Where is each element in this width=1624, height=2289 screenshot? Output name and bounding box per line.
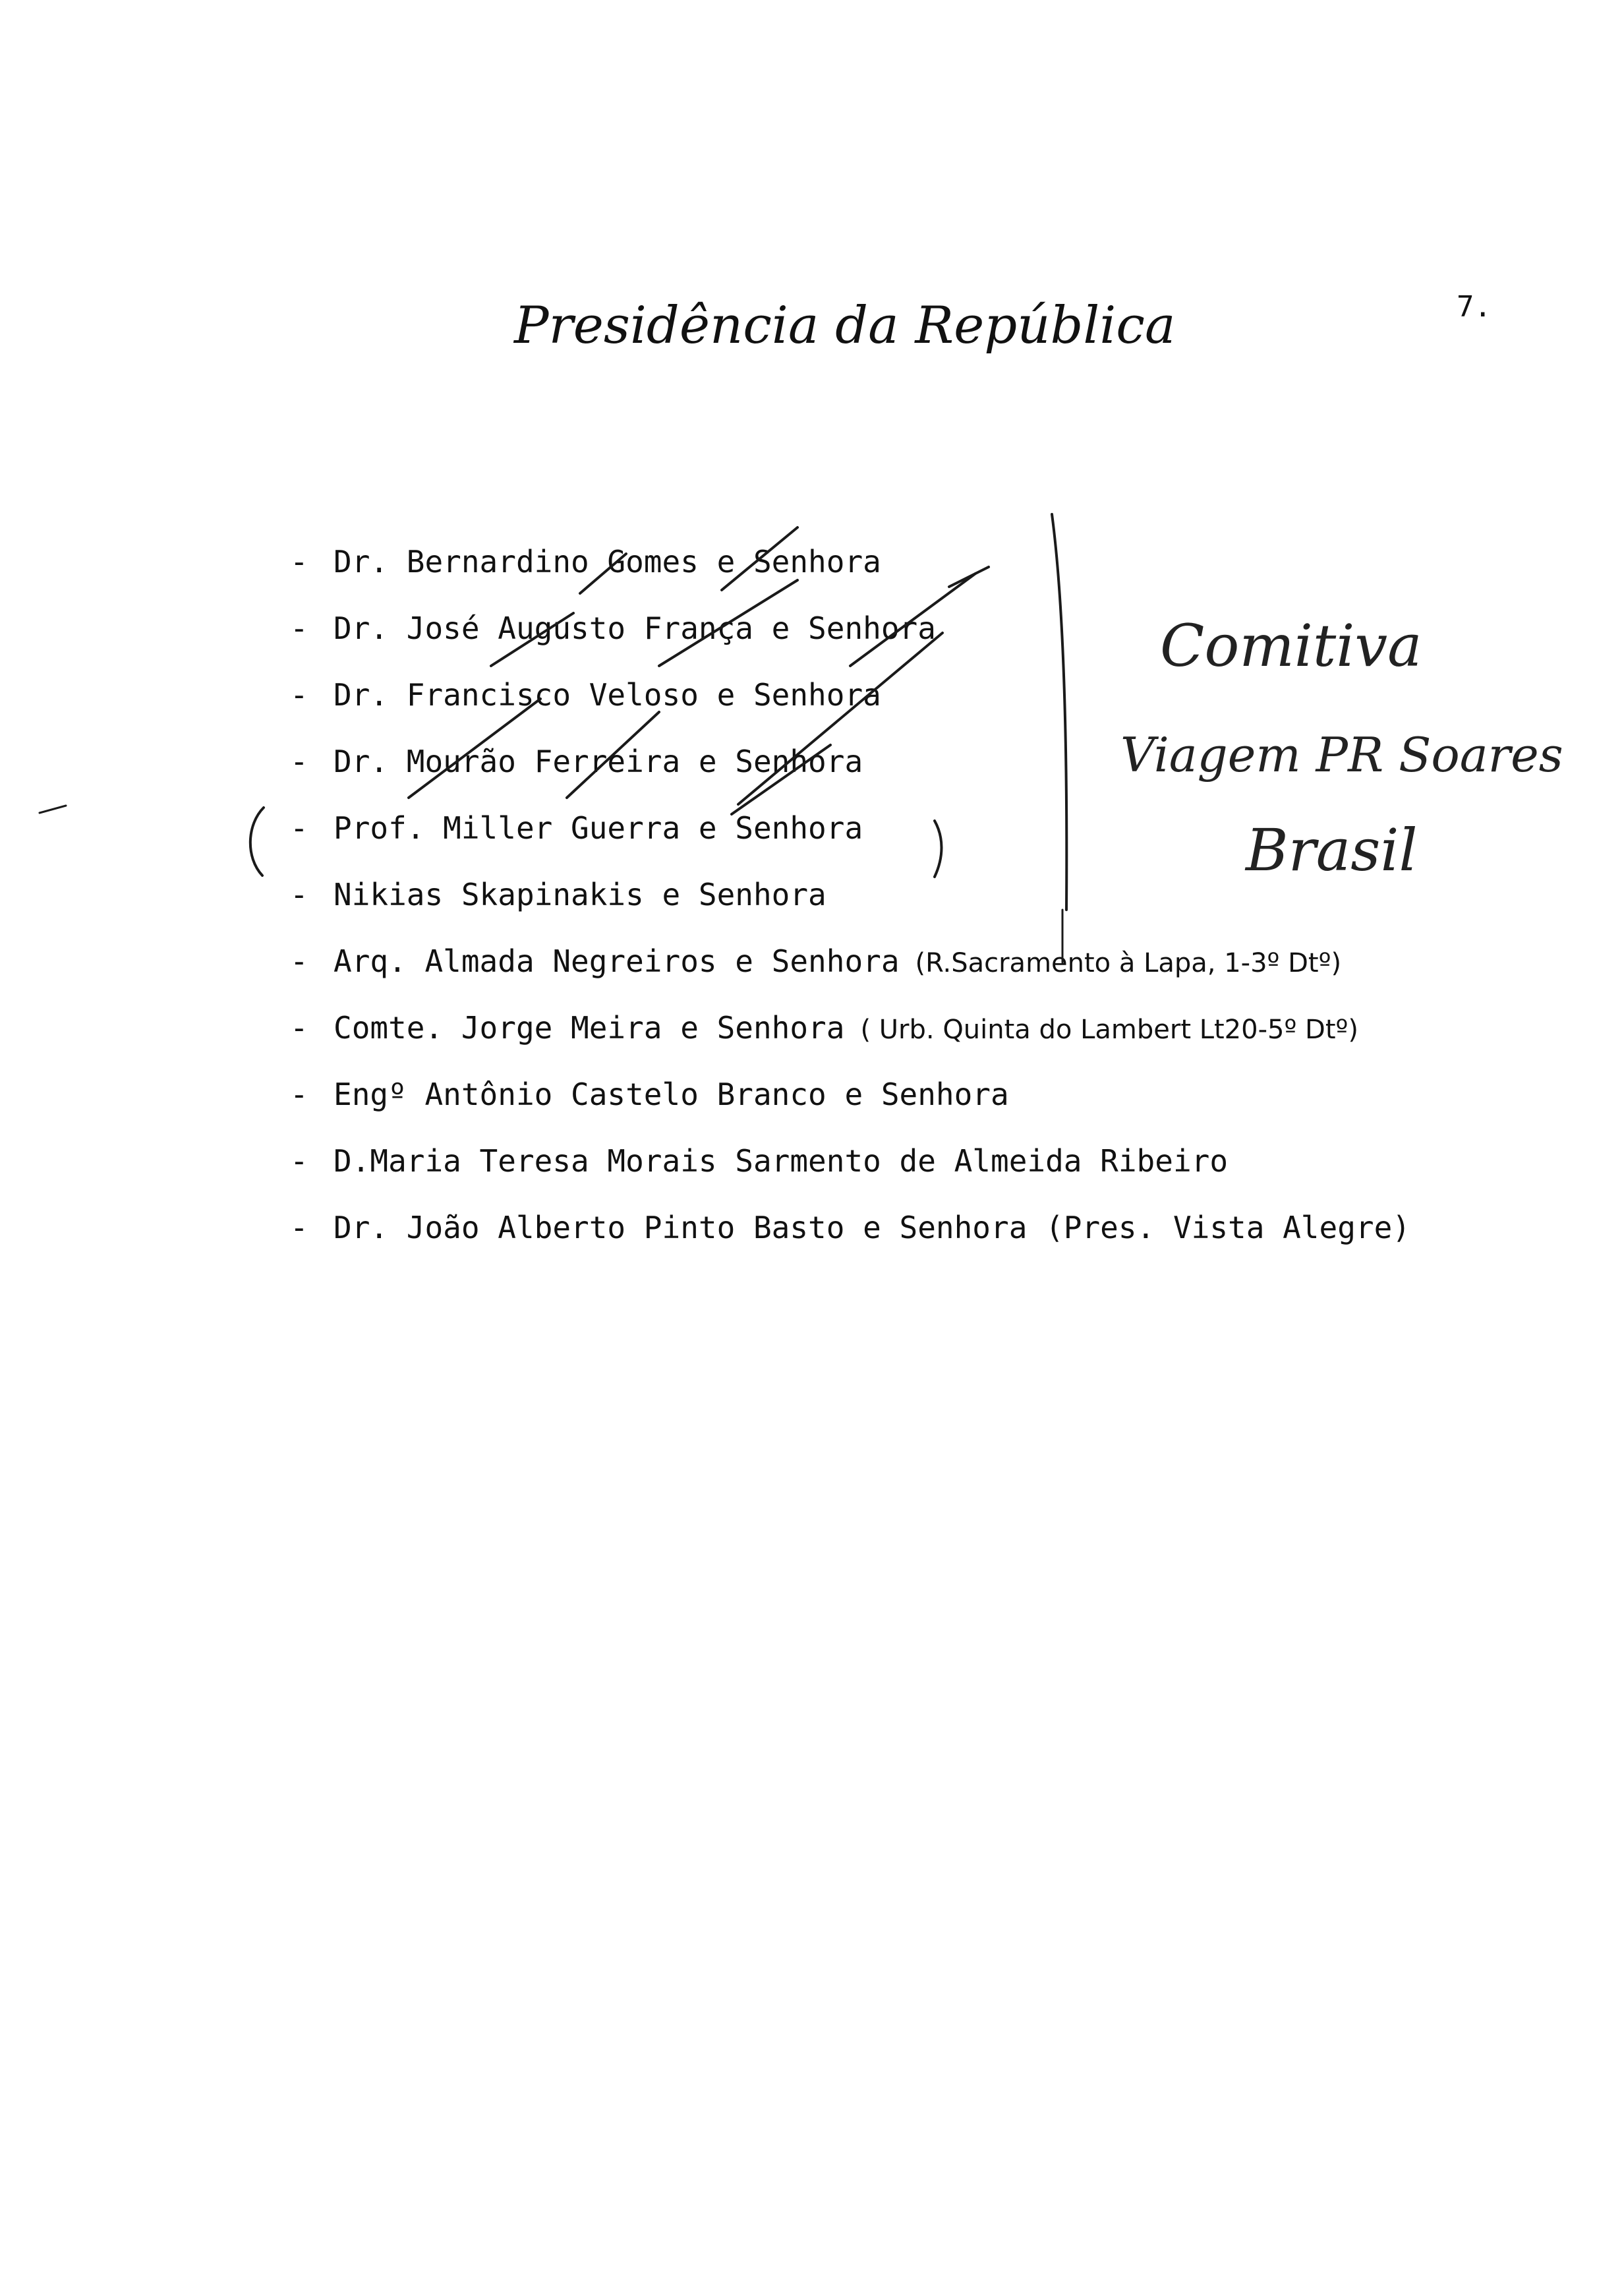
guest-name: Dr. José Augusto França e Senhora [334, 610, 936, 646]
guest-name: Nikias Skapinakis e Senhora [334, 877, 826, 912]
annotation-line: Brasil [1246, 816, 1418, 884]
list-item: - Dr. Mourão Ferreira e Senhora [290, 744, 863, 779]
guest-name: D.Maria Teresa Morais Sarmento de Almeida Ribeiro [334, 1143, 1229, 1179]
letterhead-script [501, 277, 1176, 376]
guest-address: (R.Sacramento à Lapa, 1-3º Dtº) [915, 948, 1342, 978]
list-item: - Prof. Miller Guerra e Senhora [290, 810, 863, 846]
list-item: - Dr. Bernardino Gomes e Senhora [290, 544, 881, 580]
list-item: - Nikias Skapinakis e Senhora [290, 877, 826, 912]
list-item: - Comte. Jorge Meira e Senhora ( Urb. Quinta do Lambert Lt20-5º Dtº) [290, 1010, 1358, 1046]
guest-name: Dr. Bernardino Gomes e Senhora [334, 544, 881, 580]
list-item: - Engº Antônio Castelo Branco e Senhora [290, 1077, 1009, 1112]
guest-list [290, 541, 1410, 1273]
guest-name: Dr. Francisco Veloso e Senhora [334, 677, 881, 713]
list-item: - Dr. José Augusto França e Senhora [290, 610, 936, 646]
margin-mark [40, 806, 66, 813]
guest-name: Comte. Jorge Meira e Senhora [334, 1010, 845, 1046]
annotation-line: Comitiva [1160, 612, 1422, 680]
annotation-line: Viagem PR Soares [1120, 727, 1563, 783]
guest-name: Engº Antônio Castelo Branco e Senhora [334, 1077, 1009, 1112]
guest-name: Prof. Miller Guerra e Senhora [334, 810, 863, 846]
bracket-mark [250, 808, 264, 876]
letterhead-title: Presidência da República [514, 296, 1176, 355]
list-item: - Dr. João Alberto Pinto Basto e Senhora (Pres. Vista Alegre) [290, 1210, 1410, 1245]
guest-name: Dr. João Alberto Pinto Basto e Senhora (Pres. Vista Alegre) [334, 1210, 1410, 1245]
list-item: - D.Maria Teresa Morais Sarmento de Almeida Ribeiro [290, 1143, 1229, 1179]
guest-name: Dr. Mourão Ferreira e Senhora [334, 744, 863, 779]
guest-address: ( Urb. Quinta do Lambert Lt20-5º Dtº) [860, 1015, 1358, 1045]
page-number: 7. [1457, 290, 1492, 324]
guest-name: Arq. Almada Negreiros e Senhora [334, 943, 900, 979]
letterhead [501, 277, 1176, 376]
list-item: - Arq. Almada Negreiros e Senhora (R.Sacramento à Lapa, 1-3º Dtº) [290, 943, 1342, 979]
list-item: - Dr. Francisco Veloso e Senhora [290, 677, 881, 713]
